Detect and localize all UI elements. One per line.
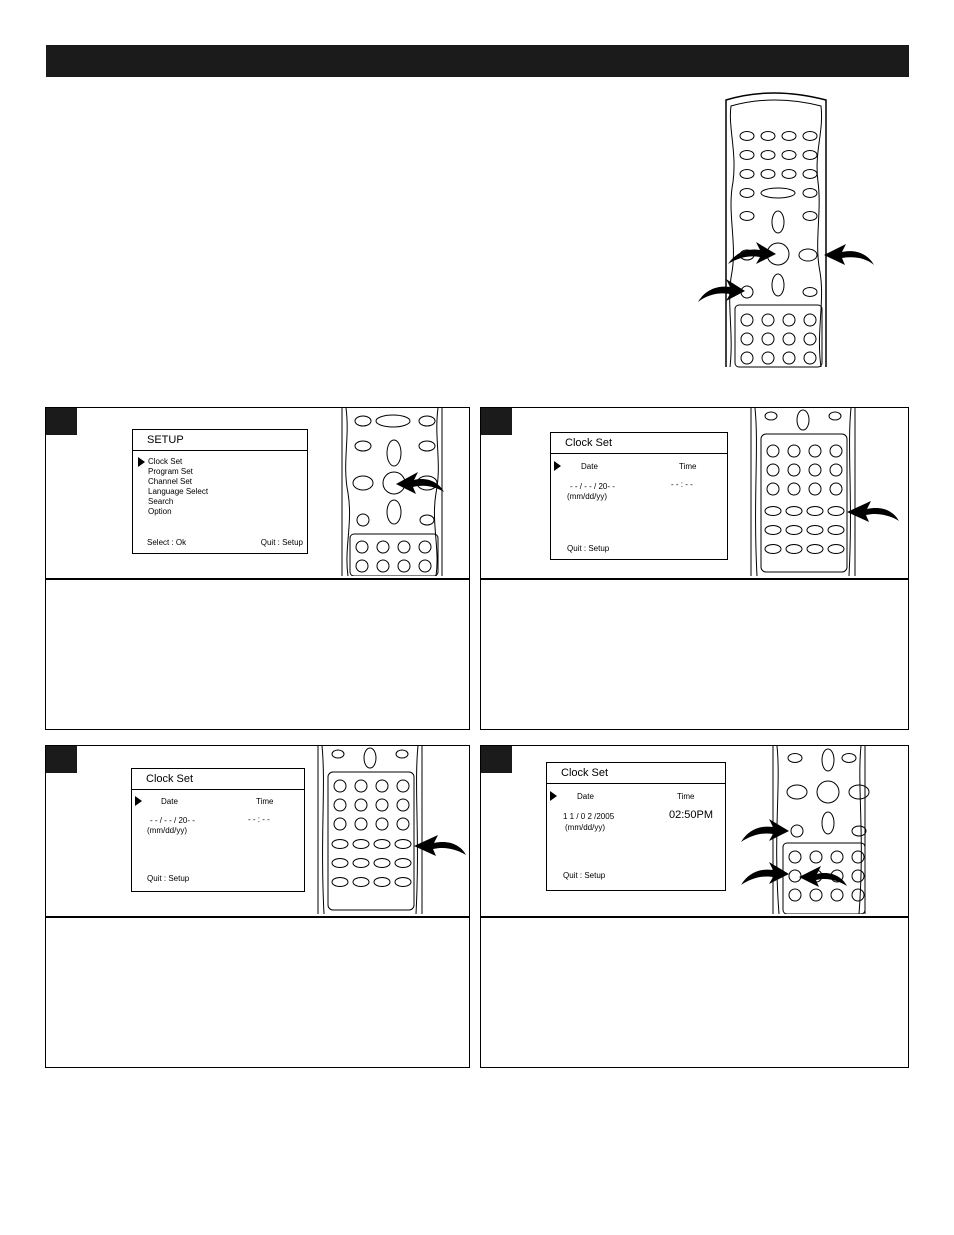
time-value: - - : - - (248, 815, 270, 824)
date-format-hint: (mm/dd/yy) (567, 492, 607, 501)
date-value: 1 1 / 0 2 /2005 (563, 812, 615, 821)
date-value: - - / - - / 20- - (150, 816, 195, 825)
step-panel-2 (480, 407, 909, 730)
panel-text-area (481, 918, 908, 1067)
time-label: Time (679, 462, 697, 471)
footer-select-hint: Select : Ok (147, 538, 187, 547)
pointer-arrow-icon (554, 461, 561, 471)
setup-menu-list (148, 457, 208, 517)
step-panel-3 (45, 745, 470, 1068)
menu-item-program-set: Program Set (148, 467, 193, 476)
menu-item-language-select: Language Select (148, 487, 209, 496)
date-label: Date (581, 462, 598, 471)
footer-quit-hint: Quit : Setup (260, 538, 303, 547)
section-header-bar (46, 45, 909, 77)
panel-text-area (46, 580, 469, 729)
menu-item-option: Option (148, 507, 172, 516)
pointer-arrow-icon (550, 791, 557, 801)
footer-quit-hint: Quit : Setup (147, 874, 190, 883)
pointer-arrow-icon (135, 796, 142, 806)
menu-item-channel-set: Channel Set (148, 477, 193, 486)
clock-set-screen (131, 768, 305, 892)
step-panel-4 (480, 745, 909, 1068)
footer-quit-hint: Quit : Setup (563, 871, 606, 880)
date-label: Date (161, 797, 178, 806)
clock-set-screen (550, 432, 728, 560)
step-number-badge (46, 746, 77, 773)
time-label: Time (677, 792, 695, 801)
step-number-badge (481, 746, 512, 773)
screen-title: Clock Set (561, 767, 609, 779)
date-format-hint: (mm/dd/yy) (147, 826, 187, 835)
screen-title-bar (133, 430, 307, 451)
panel-text-area (481, 580, 908, 729)
time-value: - - : - - (671, 480, 693, 489)
setup-menu-screen (132, 429, 308, 554)
step-number-badge (46, 408, 77, 435)
pointer-arrow-icon (138, 457, 145, 467)
remote-closeup-illustration (336, 408, 446, 576)
step-panel-1 (45, 407, 470, 730)
date-value: - - / - - / 20- - (570, 482, 615, 491)
screen-title: Clock Set (146, 773, 194, 785)
date-format-hint: (mm/dd/yy) (565, 823, 605, 832)
screen-title-bar (547, 763, 725, 784)
menu-item-search: Search (148, 497, 174, 506)
screen-title: SETUP (147, 434, 184, 446)
remote-closeup-illustration (749, 408, 904, 576)
screen-title-bar (551, 433, 727, 454)
remote-closeup-illustration (739, 746, 879, 914)
screen-title: Clock Set (565, 437, 613, 449)
panel-text-area (46, 918, 469, 1067)
date-label: Date (577, 792, 594, 801)
clock-set-screen (546, 762, 726, 891)
step-number-badge (481, 408, 512, 435)
footer-quit-hint: Quit : Setup (567, 544, 610, 553)
time-label: Time (256, 797, 274, 806)
time-value: 02:50PM (669, 809, 714, 821)
remote-control-illustration (690, 92, 890, 372)
screen-title-bar (132, 769, 304, 790)
remote-closeup-illustration (316, 746, 468, 914)
menu-item-clock-set: Clock Set (148, 457, 183, 466)
